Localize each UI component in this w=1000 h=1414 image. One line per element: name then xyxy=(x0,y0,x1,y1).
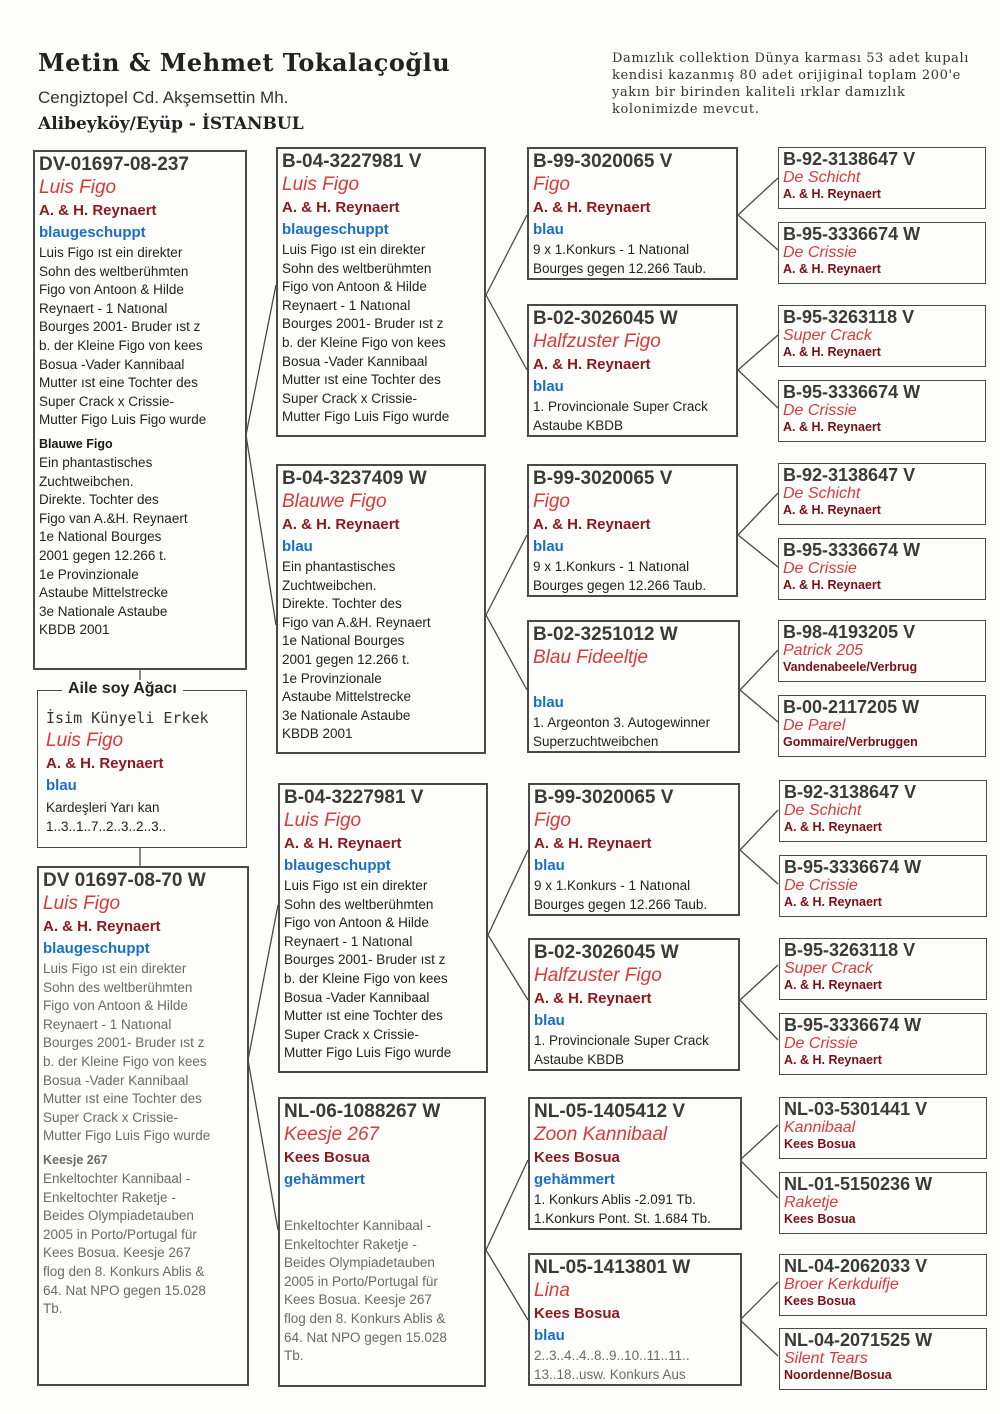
pigeon-name: Halfzuster Figo xyxy=(534,965,662,986)
breeder: A. & H. Reynaert xyxy=(784,978,882,992)
pigeon-name: Zoon Kannibaal xyxy=(534,1124,668,1145)
ring-number: B-95-3336674 W xyxy=(783,540,921,560)
pigeon-name: Luis Figo xyxy=(43,893,121,914)
great-grandparent-card-5 xyxy=(778,463,986,525)
description: Luis Figo ıst ein direkter Sohn des weltberühmten Figo von Antoon & Hilde Reynaert - 1 Natıonal Bourges 2001- Bruder ıst z b. der Kleine Figo von kees Bosua -Vader Kannibaal Mutter ıst eine Tochter des Super Crack x Crissie- Mutter Figo Luis Figo wurde xyxy=(43,961,211,1144)
ring-number: NL-04-2071525 W xyxy=(784,1330,933,1350)
pigeon-name: Blau Fideeltje xyxy=(533,647,649,668)
great-grandparent-card-14 xyxy=(779,1172,987,1234)
breeder: A. & H. Reynaert xyxy=(783,262,881,276)
great-grandparent-card-11 xyxy=(779,938,987,1000)
pigeon-name: De Crissie xyxy=(784,1035,858,1052)
parent-card-2 xyxy=(276,464,486,754)
description: Luis Figo ıst ein direkter Sohn des weltberühmten Figo von Antoon & Hilde Reynaert - 1 Natıonal Bourges 2001- Bruder ıst z b. der Kleine Figo von kees Bosua -Vader Kannibaal Mutter ıst eine Tochter des Super Crack x Crissie- Mutter Figo Luis Figo wurde xyxy=(284,878,452,1061)
great-grandparent-card-10 xyxy=(779,855,987,917)
parent-card-4 xyxy=(278,1097,486,1387)
pigeon-name: De Crissie xyxy=(783,560,857,577)
collection-note: Damızlık collektion Dünya karması 53 adet kupalı kendisi kazanmış 80 adet orijiginal toplam 200'e yakın bir birinden kaliteli ırklar damızlık kolonimizde mevcut. xyxy=(612,51,970,117)
breeder: A. & H. Reynaert xyxy=(282,199,400,216)
plumage-color: blau xyxy=(533,538,564,555)
plumage-color: blau xyxy=(533,378,564,395)
breeder: A. & H. Reynaert xyxy=(533,516,651,533)
parent-card-3 xyxy=(278,783,488,1073)
grandparent-card-4 xyxy=(527,620,740,753)
plumage-color: blaugeschuppt xyxy=(282,221,389,238)
pigeon-name: Figo xyxy=(533,174,570,195)
great-grandparent-card-13 xyxy=(779,1097,987,1159)
ring-number: B-95-3336674 W xyxy=(783,224,921,244)
ring-number: NL-06-1088267 W xyxy=(284,1101,441,1122)
plumage-color: blau xyxy=(534,1012,565,1029)
ring-number: B-02-3251012 W xyxy=(533,624,678,645)
ring-number: B-95-3336674 W xyxy=(783,382,921,402)
ring-number: B-00-2117205 W xyxy=(783,697,920,717)
ring-number: B-92-3138647 V xyxy=(784,782,917,802)
grandparent-card-3 xyxy=(527,464,738,597)
grandparent-card-6 xyxy=(528,938,740,1071)
ring-number: NL-03-5301441 V xyxy=(784,1099,928,1119)
breeder-city: Alibeyköy/Eyüp - İSTANBUL xyxy=(38,114,304,134)
breeder: A. & H. Reynaert xyxy=(43,918,161,935)
description: Enkeltochter Kannibaal - Enkeltochter Raketje - Beides Olympiadetauben 2005 in Porto/Portugal für Kees Bosua. Keesje 267 flog den 8. Konkurs Ablis & 64. Nat NPO gegen 15.028 Tb. xyxy=(284,1218,447,1364)
great-grandparent-card-7 xyxy=(778,620,986,682)
plumage-color: gehämmert xyxy=(284,1171,365,1188)
breeder: A. & H. Reynaert xyxy=(533,199,651,216)
breeder: A. & H. Reynaert xyxy=(783,187,881,201)
ring-number: B-95-3336674 W xyxy=(784,1015,922,1035)
description: 9 x 1.Konkurs - 1 Natıonal Bourges gegen 12.266 Taub. xyxy=(533,242,707,276)
breeder: A. & H. Reynaert xyxy=(533,356,651,373)
pigeon-name: De Schicht xyxy=(783,485,861,502)
mother-description: Enkeltochter Kannibaal - Enkeltochter Raketje - Beides Olympiadetauben 2005 in Porto/Portugal für Kees Bosua. Keesje 267 flog den 8. Konkurs Ablis & 64. Nat NPO gegen 15.028 Tb. xyxy=(43,1170,206,1317)
breeder-name: Metin & Mehmet Tokalaçoğlu xyxy=(38,48,451,77)
breeder: A. & H. Reynaert xyxy=(783,420,881,434)
ring-number: NL-05-1413801 W xyxy=(534,1257,691,1278)
pigeon-name: De Schicht xyxy=(783,169,861,186)
breeder: Kees Bosua xyxy=(284,1149,370,1166)
legend-title: Aile soy Ağacı xyxy=(62,680,183,698)
description: 1. Konkurs Ablis -2.091 Tb. 1.Konkurs Pont. St. 1.684 Tb. xyxy=(534,1192,711,1226)
plumage-color: gehämmert xyxy=(534,1171,615,1188)
pigeon-name: De Crissie xyxy=(783,244,857,261)
breeder: Kees Bosua xyxy=(784,1137,856,1151)
breeder: A. & H. Reynaert xyxy=(783,345,881,359)
grandparent-card-2 xyxy=(527,304,738,437)
description: Luis Figo ıst ein direkter Sohn des weltberühmten Figo von Antoon & Hilde Reynaert - 1 Natıonal Bourges 2001- Bruder ıst z b. der Kleine Figo von kees Bosua -Vader Kannibaal Mutter ıst eine Tochter des Super Crack x Crissie- Mutter Figo Luis Figo wurde xyxy=(39,245,207,428)
pigeon-name: De Crissie xyxy=(783,402,857,419)
great-grandparent-card-8 xyxy=(778,695,986,757)
pigeon-name: Keesje 267 xyxy=(284,1124,380,1145)
great-grandparent-card-15 xyxy=(779,1254,987,1316)
pigeon-name: Luis Figo xyxy=(284,810,362,831)
plumage-color: blaugeschuppt xyxy=(43,940,150,957)
breeder-address: Cengiztopel Cd. Akşemsettin Mh. xyxy=(38,88,289,107)
ring-number: DV-01697-08-237 xyxy=(39,154,189,175)
breeder: Kees Bosua xyxy=(534,1305,620,1322)
pigeon-name: Kannibaal xyxy=(784,1119,856,1136)
pigeon-name: Raketje xyxy=(784,1194,839,1211)
siblings-label: Kardeşleri Yarı kan xyxy=(46,800,160,815)
breeder: Kees Bosua xyxy=(534,1149,620,1166)
ring-number: B-92-3138647 V xyxy=(783,149,916,169)
pigeon-name: Luis Figo xyxy=(282,174,360,195)
description: 9 x 1.Konkurs - 1 Natıonal Bourges gegen 12.266 Taub. xyxy=(533,559,707,593)
pigeon-name: De Schicht xyxy=(784,802,862,819)
ring-number: NL-04-2062033 V xyxy=(784,1256,928,1276)
breeder: A. & H. Reynaert xyxy=(783,578,881,592)
pigeon-name: Patrick 205 xyxy=(783,642,864,659)
grandparent-card-7 xyxy=(528,1097,742,1230)
mother-name: Keesje 267 xyxy=(43,1152,108,1167)
great-grandparent-card-4 xyxy=(778,380,986,442)
great-grandparent-card-6 xyxy=(778,538,986,600)
description: 9 x 1.Konkurs - 1 Natıonal Bourges gegen 12.266 Taub. xyxy=(534,878,708,912)
plumage-color: blau xyxy=(534,1327,565,1344)
ring-number: B-95-3263118 V xyxy=(783,307,915,327)
grandparent-card-8 xyxy=(528,1253,742,1386)
plumage-color: blaugeschuppt xyxy=(39,224,146,241)
parent-card-1 xyxy=(276,147,486,437)
great-grandparent-card-12 xyxy=(779,1013,987,1075)
ring-number: B-99-3020065 V xyxy=(533,468,673,489)
pigeon-name: Figo xyxy=(533,491,570,512)
breeder: Kees Bosua xyxy=(784,1294,856,1308)
description: 1. Provincionale Super Crack Astaube KBDB xyxy=(533,399,708,433)
legend-subtitle: İsim Künyeli Erkek xyxy=(46,709,209,727)
ring-number: B-98-4193205 V xyxy=(783,622,916,642)
description: 1. Provincionale Super Crack Astaube KBDB xyxy=(534,1033,709,1067)
pigeon-name: Silent Tears xyxy=(784,1350,868,1367)
subject-card-1 xyxy=(33,150,247,670)
pigeon-name: Super Crack xyxy=(783,327,872,344)
ring-number: B-04-3227981 V xyxy=(282,151,422,172)
pigeon-name: Luis Figo xyxy=(39,177,117,198)
pigeon-name: De Parel xyxy=(783,717,846,734)
family-tree-legend xyxy=(37,690,247,848)
breeder xyxy=(533,670,734,692)
ring-number: B-04-3227981 V xyxy=(284,787,424,808)
great-grandparent-card-9 xyxy=(779,780,987,842)
pigeon-name: Blauwe Figo xyxy=(282,491,387,512)
ring-number: NL-05-1405412 V xyxy=(534,1101,686,1122)
plumage-color: blau xyxy=(282,538,313,555)
ring-number: B-02-3026045 W xyxy=(534,942,679,963)
plumage-color: blau xyxy=(533,694,564,711)
plumage-color: blau xyxy=(534,857,565,874)
plumage-color: blaugeschuppt xyxy=(284,857,391,874)
legend-color: blau xyxy=(46,777,77,794)
breeder: Kees Bosua xyxy=(784,1212,856,1226)
pigeon-name: De Crissie xyxy=(784,877,858,894)
breeder: A. & H. Reynaert xyxy=(534,990,652,1007)
description: 1. Argeonton 3. Autogewinner Superzuchtweibchen xyxy=(533,715,711,749)
ring-number: DV 01697-08-70 W xyxy=(43,870,206,891)
great-grandparent-card-3 xyxy=(778,305,986,367)
ring-number: B-95-3336674 W xyxy=(784,857,922,877)
siblings-list: 1..3..1..7..2..3..2..3.. xyxy=(46,818,167,834)
breeder: A. & H. Reynaert xyxy=(534,835,652,852)
pigeon-name: Lina xyxy=(534,1280,570,1301)
breeder: A. & H. Reynaert xyxy=(282,516,400,533)
breeder: A. & H. Reynaert xyxy=(284,835,402,852)
ring-number: B-04-3237409 W xyxy=(282,468,427,489)
description: Luis Figo ıst ein direkter Sohn des weltberühmten Figo von Antoon & Hilde Reynaert - 1 Natıonal Bourges 2001- Bruder ıst z b. der Kleine Figo von kees Bosua -Vader Kannibaal Mutter ıst eine Tochter des Super Crack x Crissie- Mutter Figo Luis Figo wurde xyxy=(282,242,450,425)
pigeon-name: Broer Kerkduifje xyxy=(784,1276,899,1293)
pigeon-name: Super Crack xyxy=(784,960,873,977)
description: 2..3..4..4..8..9..10..11..11.. 13..18..usw. Konkurs Aus xyxy=(534,1348,690,1382)
ring-number: B-99-3020065 V xyxy=(533,151,673,172)
subject-card-2 xyxy=(37,866,249,1386)
grandparent-card-5 xyxy=(528,783,740,916)
breeder: Noordenne/Bosua xyxy=(784,1368,892,1382)
plumage-color: blau xyxy=(533,221,564,238)
grandparent-card-1 xyxy=(527,147,738,280)
legend-breeder: A. & H. Reynaert xyxy=(46,755,164,772)
breeder: A. & H. Reynaert xyxy=(784,820,882,834)
breeder: A. & H. Reynaert xyxy=(39,202,157,219)
breeder: A. & H. Reynaert xyxy=(783,503,881,517)
breeder: Vandenabeele/Verbrug xyxy=(783,660,918,674)
great-grandparent-card-2 xyxy=(778,222,986,284)
pigeon-name: Figo xyxy=(534,810,571,831)
mother-description: Ein phantastisches Zuchtweibchen. Direkte. Tochter des Figo van A.&H. Reynaert 1e National Bourges 2001 gegen 12.266 t. 1e Provinzionale Astaube Mittelstrecke 3e Nationale Astaube KBDB 2001 xyxy=(39,454,188,638)
ring-number: B-99-3020065 V xyxy=(534,787,674,808)
great-grandparent-card-16 xyxy=(779,1328,987,1390)
breeder: Gommaire/Verbruggen xyxy=(783,735,918,749)
ring-number: NL-01-5150236 W xyxy=(784,1174,933,1194)
breeder: A. & H. Reynaert xyxy=(784,895,882,909)
pigeon-name: Halfzuster Figo xyxy=(533,331,661,352)
great-grandparent-card-1 xyxy=(778,147,986,209)
description: Ein phantastisches Zuchtweibchen. Direkte. Tochter des Figo van A.&H. Reynaert 1e National Bourges 2001 gegen 12.266 t. 1e Provinzionale Astaube Mittelstrecke 3e Nationale Astaube KBDB 2001 xyxy=(282,559,431,742)
mother-name: Blauwe Figo xyxy=(39,436,113,451)
breeder: A. & H. Reynaert xyxy=(784,1053,882,1067)
ring-number: B-02-3026045 W xyxy=(533,308,678,329)
ring-number: B-95-3263118 V xyxy=(784,940,916,960)
ring-number: B-92-3138647 V xyxy=(783,465,916,485)
legend-pigeon-name: Luis Figo xyxy=(46,730,124,751)
